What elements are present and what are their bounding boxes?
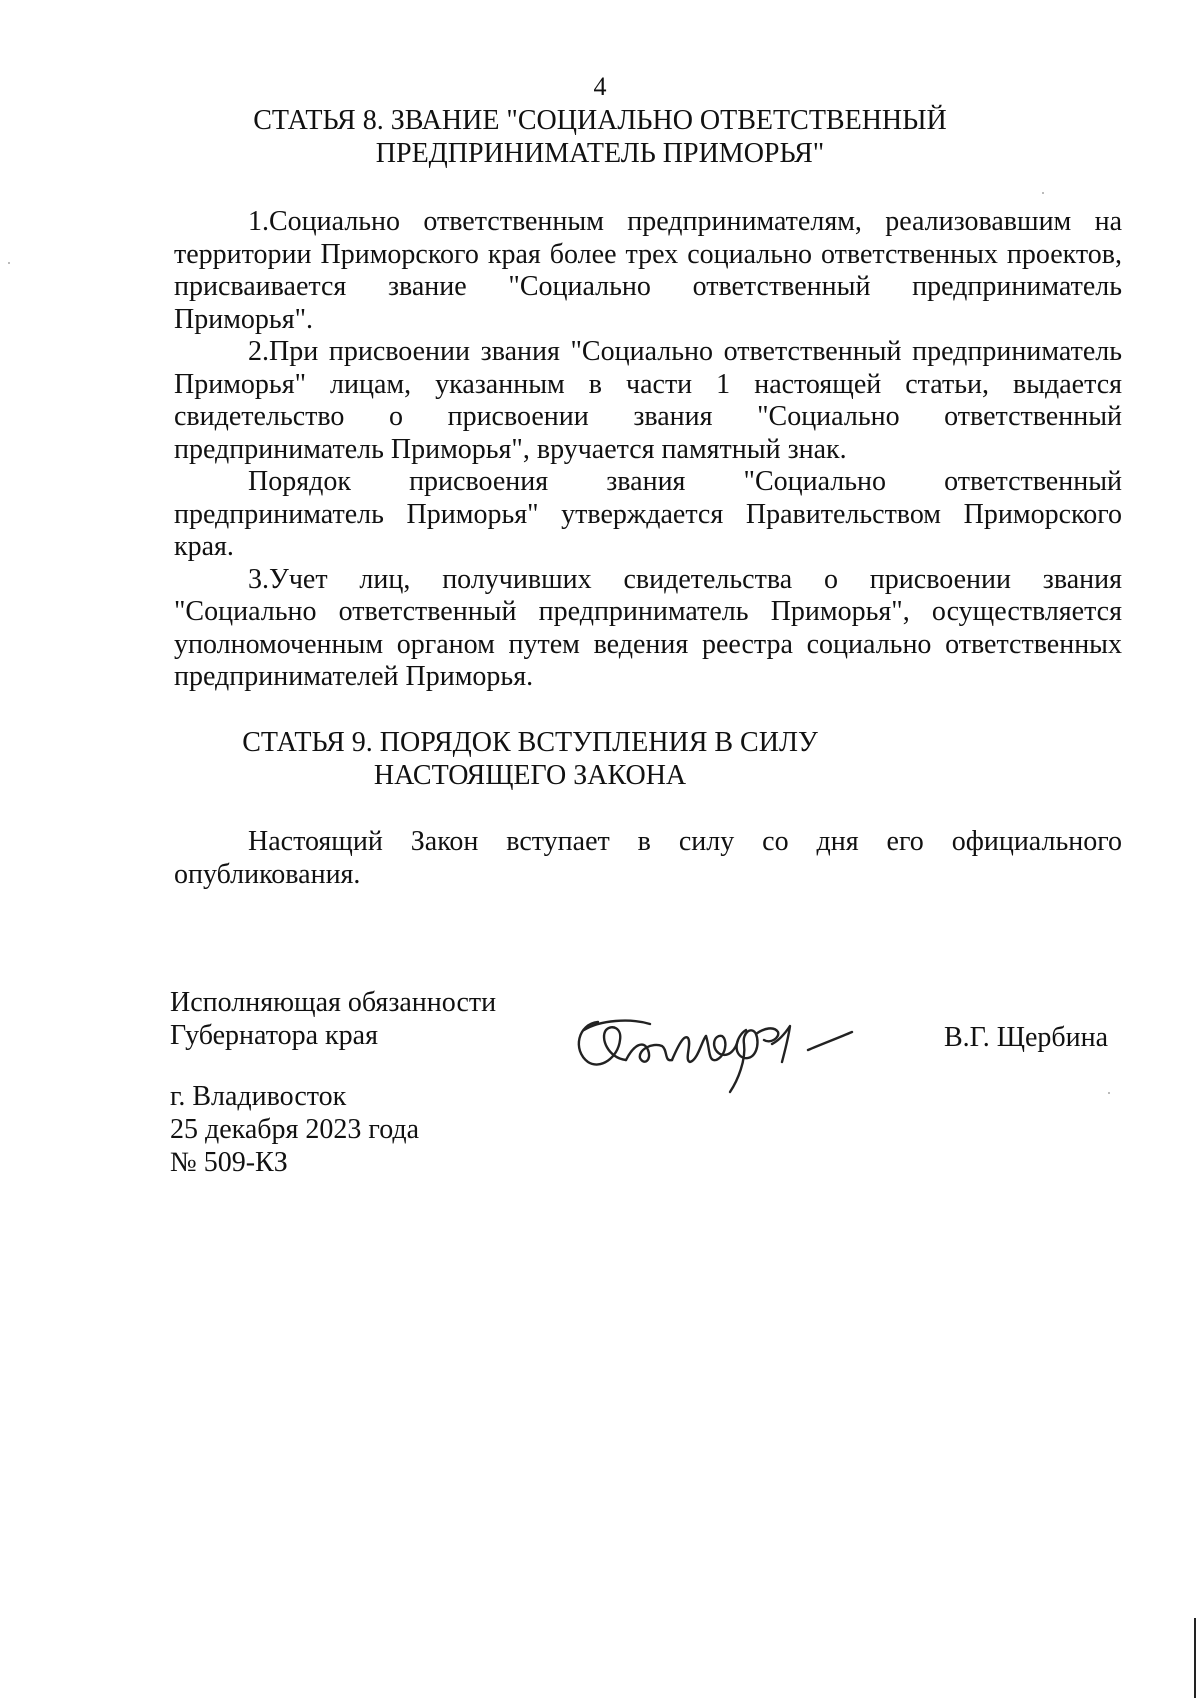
scan-edge-line — [1194, 1618, 1196, 1698]
signer-position — [170, 986, 496, 1052]
article-9-title — [180, 726, 880, 792]
scan-dust-dot — [8, 262, 10, 264]
article-8-paragraph-2: 2.При присвоении звания "Социально ответственный предприниматель Приморья" лицам, указанным в части 1 настоящей статьи, выдается свидетельство о присвоении звания "Социально ответственный предприниматель Приморья", вручается памятный знак. — [174, 336, 1122, 465]
article-8-paragraph-4: 3.Учет лиц, получивших свидетельства о присвоении звания "Социально ответственный предприниматель Приморья", осуществляется уполномоченным органом путем ведения реестра социально ответственных предпринимателей Приморья. — [174, 563, 1122, 692]
article-8-paragraph-1: 1.Социально ответственным предпринимателям, реализовавшим на территории Приморского края более трех социально ответственных проектов, присваивается звание "Социально ответственный предприниматель Приморья". — [174, 206, 1122, 335]
article-9-body — [174, 826, 1122, 891]
article-8-paragraph-3: Порядок присвоения звания "Социально ответственный предприниматель Приморья" утверждается Правительством Приморского края. — [174, 466, 1122, 562]
signer-name: В.Г. Щербина — [944, 1022, 1109, 1053]
signer-position-line-2: Губернатора края — [170, 1020, 378, 1051]
article-8-title — [150, 104, 1050, 170]
place-date-block — [170, 1080, 419, 1179]
article-8-body — [174, 206, 1122, 694]
law-date: 25 декабря 2023 года — [170, 1114, 420, 1145]
scan-dust-dot — [1042, 192, 1044, 194]
article-9-paragraph-1: Настоящий Закон вступает в силу со дня его официального опубликования. — [174, 826, 1122, 890]
page-number: 4 — [593, 72, 607, 101]
article-9-title-line-2: НАСТОЯЩЕГО ЗАКОНА — [373, 760, 687, 791]
scan-dust-dot — [1108, 1092, 1110, 1094]
article-8-title-line-2: ПРЕДПРИНИМАТЕЛЬ ПРИМОРЬЯ" — [375, 138, 825, 169]
article-9-title-line-1: СТАТЬЯ 9. ПОРЯДОК ВСТУПЛЕНИЯ В СИЛУ — [242, 727, 818, 758]
law-number: № 509-КЗ — [170, 1147, 288, 1178]
place-city: г. Владивосток — [170, 1081, 347, 1112]
handwritten-signature — [560, 1000, 890, 1100]
signer-position-line-1: Исполняющая обязанности — [170, 987, 497, 1018]
article-8-title-line-1: СТАТЬЯ 8. ЗВАНИЕ "СОЦИАЛЬНО ОТВЕТСТВЕННЫЙ — [253, 105, 947, 136]
